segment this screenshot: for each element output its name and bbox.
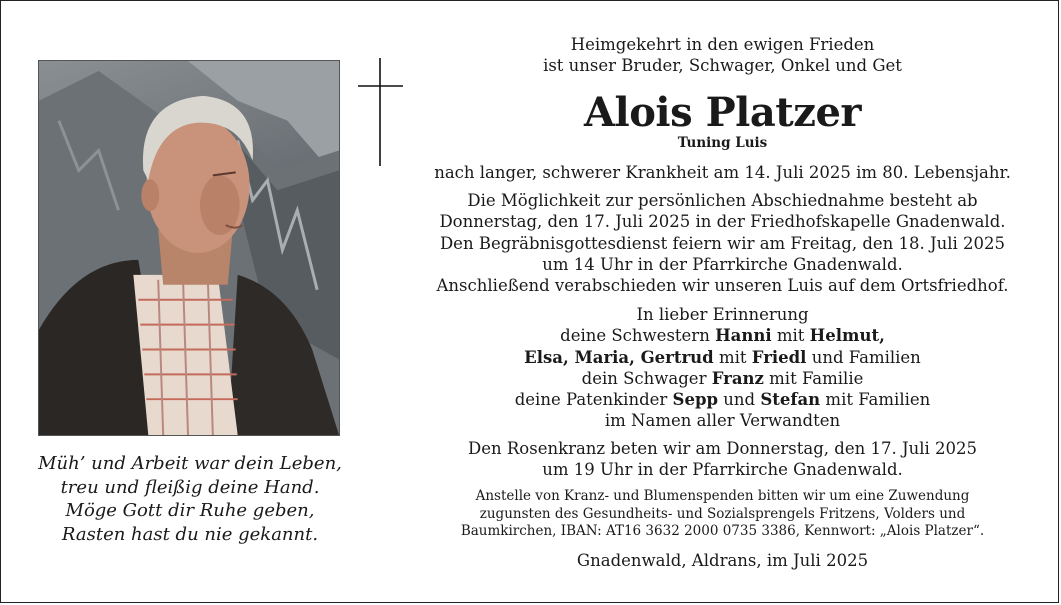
- mourner-line: deine Schwestern Hanni mit Helmut,: [560, 326, 885, 346]
- rosary-line: Den Rosenkranz beten wir am Donnerstag, den 17. Juli 2025: [468, 439, 977, 458]
- mourner-line: Elsa, Maria, Gertrud mit Friedl und Familien: [524, 347, 921, 367]
- intro-line: ist unser Bruder, Schwager, Onkel und Get: [543, 56, 902, 75]
- place-date: Gnadenwald, Aldrans, im Juli 2025: [576, 551, 869, 570]
- donation-line: Anstelle von Kranz- und Blumenspenden bitten wir um eine Zuwendung: [475, 488, 970, 504]
- nickname: Tuning Luis: [677, 135, 768, 151]
- rosary-details: [410, 438, 1035, 481]
- memorial-poem: [20, 452, 360, 546]
- poem-line: Rasten hast du nie gekannt.: [61, 523, 319, 545]
- deceased-name: Alois Platzer: [584, 89, 861, 136]
- poem-line: Müh’ und Arbeit war dein Leben,: [38, 453, 342, 474]
- memory-heading: In lieber Erinnerung: [636, 305, 809, 324]
- donation-line: zugunsten des Gesundheits- und Sozialsprengels Fritzens, Volders und: [479, 505, 966, 522]
- cross-icon: [357, 58, 407, 168]
- intro-text: [410, 34, 1035, 76]
- funeral-line: Donnerstag, den 17. Juli 2025 in der Friedhofskapelle Gnadenwald.: [439, 212, 1006, 232]
- poem-line: Möge Gott dir Ruhe geben,: [65, 500, 315, 521]
- mourner-line: im Namen aller Verwandten: [604, 411, 841, 431]
- funeral-line: um 14 Uhr in der Pfarrkirche Gnadenwald.: [542, 254, 903, 274]
- death-text: nach langer, schwerer Krankheit am 14. Juli 2025 im 80. Lebensjahr.: [434, 163, 1011, 182]
- funeral-line: Anschließend verabschieden wir unseren Luis auf dem Ortsfriedhof.: [436, 276, 1009, 296]
- rosary-line: um 19 Uhr in der Pfarrkirche Gnadenwald.: [542, 460, 903, 480]
- death-line: [410, 162, 1035, 183]
- intro-line: Heimgekehrt in den ewigen Frieden: [570, 35, 875, 54]
- portrait-photo: [38, 60, 340, 436]
- mourner-line: dein Schwager Franz mit Familie: [581, 368, 864, 388]
- mourners-list: [410, 304, 1035, 432]
- mourner-line: deine Patenkinder Sepp und Stefan mit Familien: [514, 390, 931, 410]
- funeral-line: Die Möglichkeit zur persönlichen Abschiednahme besteht ab: [467, 191, 978, 210]
- poem-line: treu und fleißig deine Hand.: [60, 476, 320, 498]
- donation-line: Baumkirchen, IBAN: AT16 3632 2000 0735 3386, Kennwort: „Alois Platzer“.: [460, 523, 985, 539]
- funeral-details: [410, 190, 1035, 296]
- funeral-line: Den Begräbnisgottesdienst feiern wir am Freitag, den 18. Juli 2025: [439, 233, 1006, 253]
- donation-note: [410, 488, 1035, 541]
